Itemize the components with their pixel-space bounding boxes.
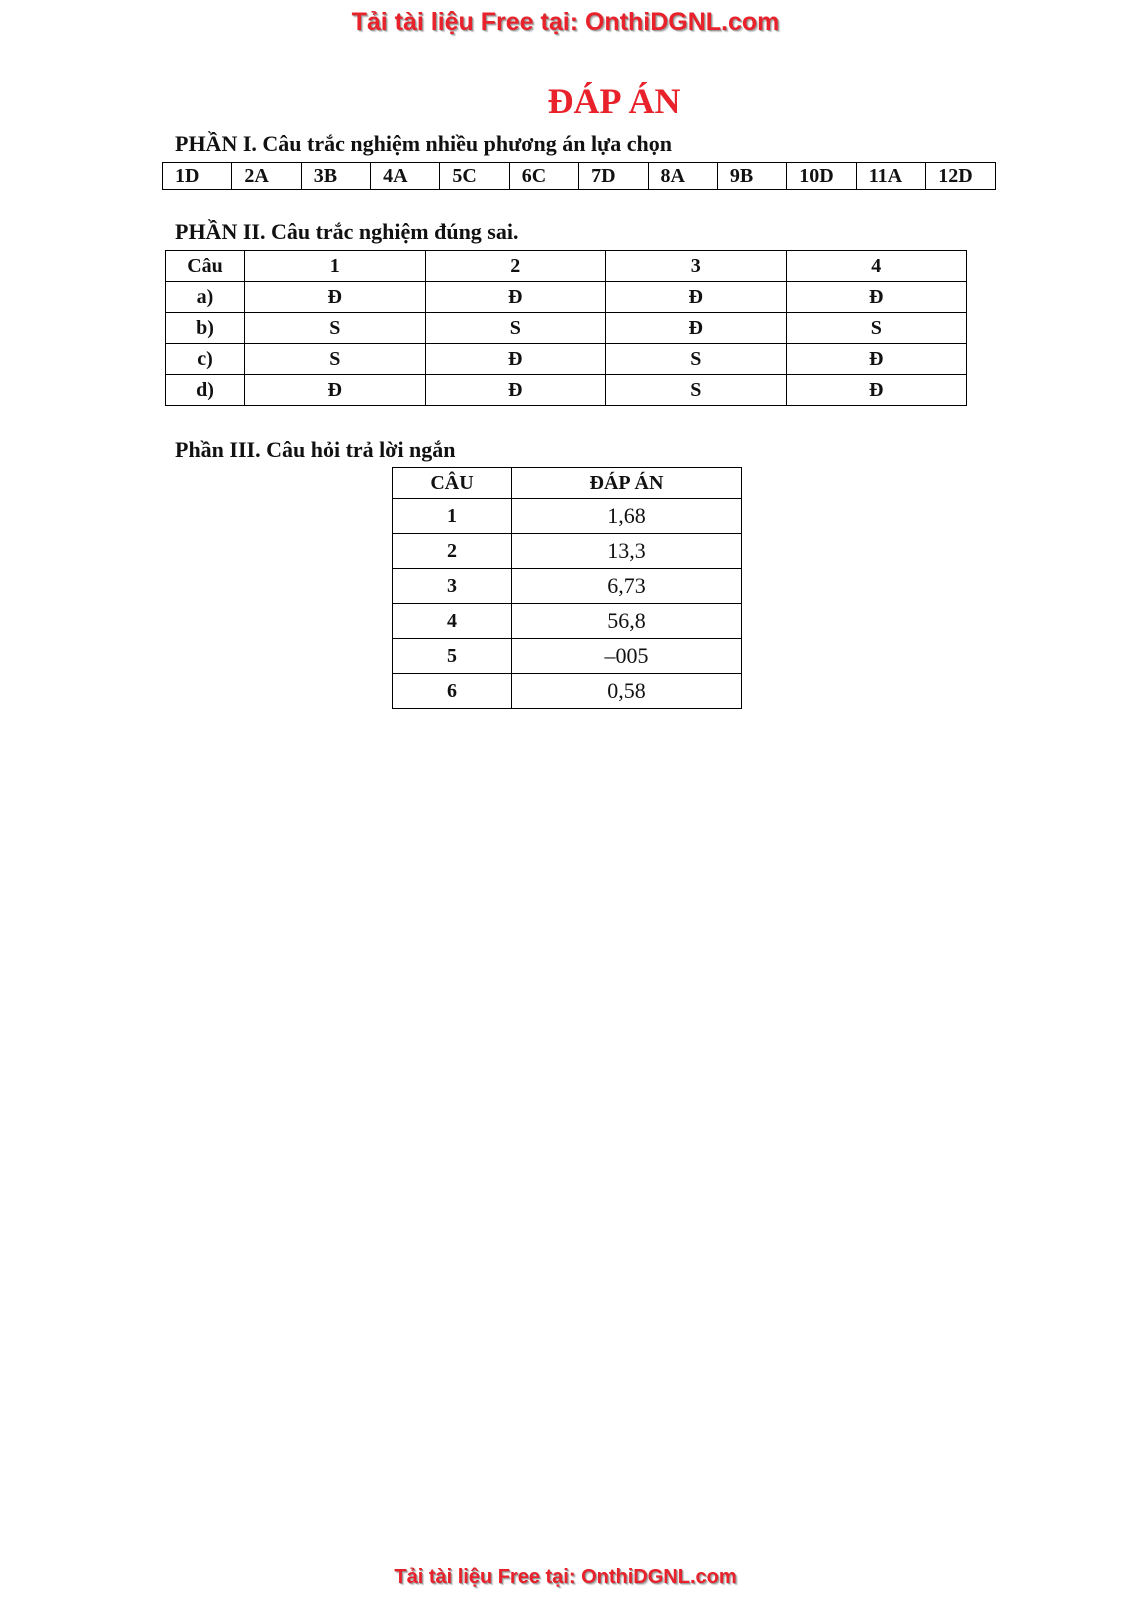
answer-cell: 3B: [301, 163, 370, 190]
table-cell: S: [245, 344, 426, 375]
bottom-banner: Tải tài liệu Free tại: OnthiDGNL.com: [394, 1566, 737, 1588]
table-cell: S: [245, 313, 426, 344]
page-title: ĐÁP ÁN: [547, 81, 681, 121]
table-cell: Đ: [606, 313, 787, 344]
table-cell: Đ: [245, 375, 426, 406]
answer-value: 1,68: [512, 499, 742, 534]
top-banner: Tải tài liệu Free tại: OnthiDGNL.com: [351, 8, 780, 36]
question-number: 2: [393, 534, 512, 569]
part1-heading: PHẦN I. Câu trắc nghiệm nhiều phương án lựa chọn: [175, 131, 672, 156]
row-label: a): [166, 282, 245, 313]
table-header-row: [166, 251, 967, 282]
header-cell: 4: [786, 251, 967, 282]
answer-cell: 10D: [787, 163, 857, 190]
answer-cell: 7D: [579, 163, 648, 190]
table-cell: Đ: [245, 282, 426, 313]
answer-cell: 11A: [856, 163, 926, 190]
header-cell: 1: [245, 251, 426, 282]
table-row: [393, 499, 742, 534]
question-number: 1: [393, 499, 512, 534]
answer-cell: 2A: [232, 163, 301, 190]
header-cell: ĐÁP ÁN: [512, 468, 742, 499]
table-row: [163, 163, 996, 190]
question-number: 5: [393, 639, 512, 674]
answer-cell: 9B: [717, 163, 786, 190]
table-cell: S: [606, 375, 787, 406]
table-row: [393, 674, 742, 709]
question-number: 3: [393, 569, 512, 604]
table-cell: Đ: [786, 282, 967, 313]
row-label: d): [166, 375, 245, 406]
answer-value: 13,3: [512, 534, 742, 569]
part3-heading: Phần III. Câu hỏi trả lời ngắn: [175, 437, 456, 462]
table-cell: Đ: [786, 375, 967, 406]
table-cell: Đ: [425, 344, 606, 375]
table-row: [393, 534, 742, 569]
question-number: 4: [393, 604, 512, 639]
table-cell: S: [786, 313, 967, 344]
answer-value: 0,58: [512, 674, 742, 709]
header-cell: 3: [606, 251, 787, 282]
table-row: [393, 569, 742, 604]
table-cell: Đ: [425, 282, 606, 313]
answer-cell: 6C: [509, 163, 578, 190]
answer-cell: 12D: [926, 163, 996, 190]
part1-answer-table: [162, 162, 996, 190]
table-cell: Đ: [425, 375, 606, 406]
table-header-row: [393, 468, 742, 499]
table-row: [393, 604, 742, 639]
answer-value: –005: [512, 639, 742, 674]
header-cell: CÂU: [393, 468, 512, 499]
part2-heading: PHẦN II. Câu trắc nghiệm đúng sai.: [175, 219, 519, 244]
table-row: [166, 282, 967, 313]
answer-cell: 5C: [440, 163, 509, 190]
table-row: [166, 313, 967, 344]
answer-cell: 1D: [163, 163, 232, 190]
table-row: [393, 639, 742, 674]
part2-true-false-table: [165, 250, 967, 406]
row-label: b): [166, 313, 245, 344]
answer-value: 56,8: [512, 604, 742, 639]
table-row: [166, 344, 967, 375]
table-cell: Đ: [786, 344, 967, 375]
row-label: c): [166, 344, 245, 375]
table-cell: Đ: [606, 282, 787, 313]
answer-cell: 8A: [648, 163, 717, 190]
part3-short-answer-table: [392, 467, 742, 709]
table-row: [166, 375, 967, 406]
question-number: 6: [393, 674, 512, 709]
answer-cell: 4A: [371, 163, 440, 190]
table-cell: S: [425, 313, 606, 344]
table-cell: S: [606, 344, 787, 375]
answer-value: 6,73: [512, 569, 742, 604]
header-cell: 2: [425, 251, 606, 282]
header-cell: Câu: [166, 251, 245, 282]
